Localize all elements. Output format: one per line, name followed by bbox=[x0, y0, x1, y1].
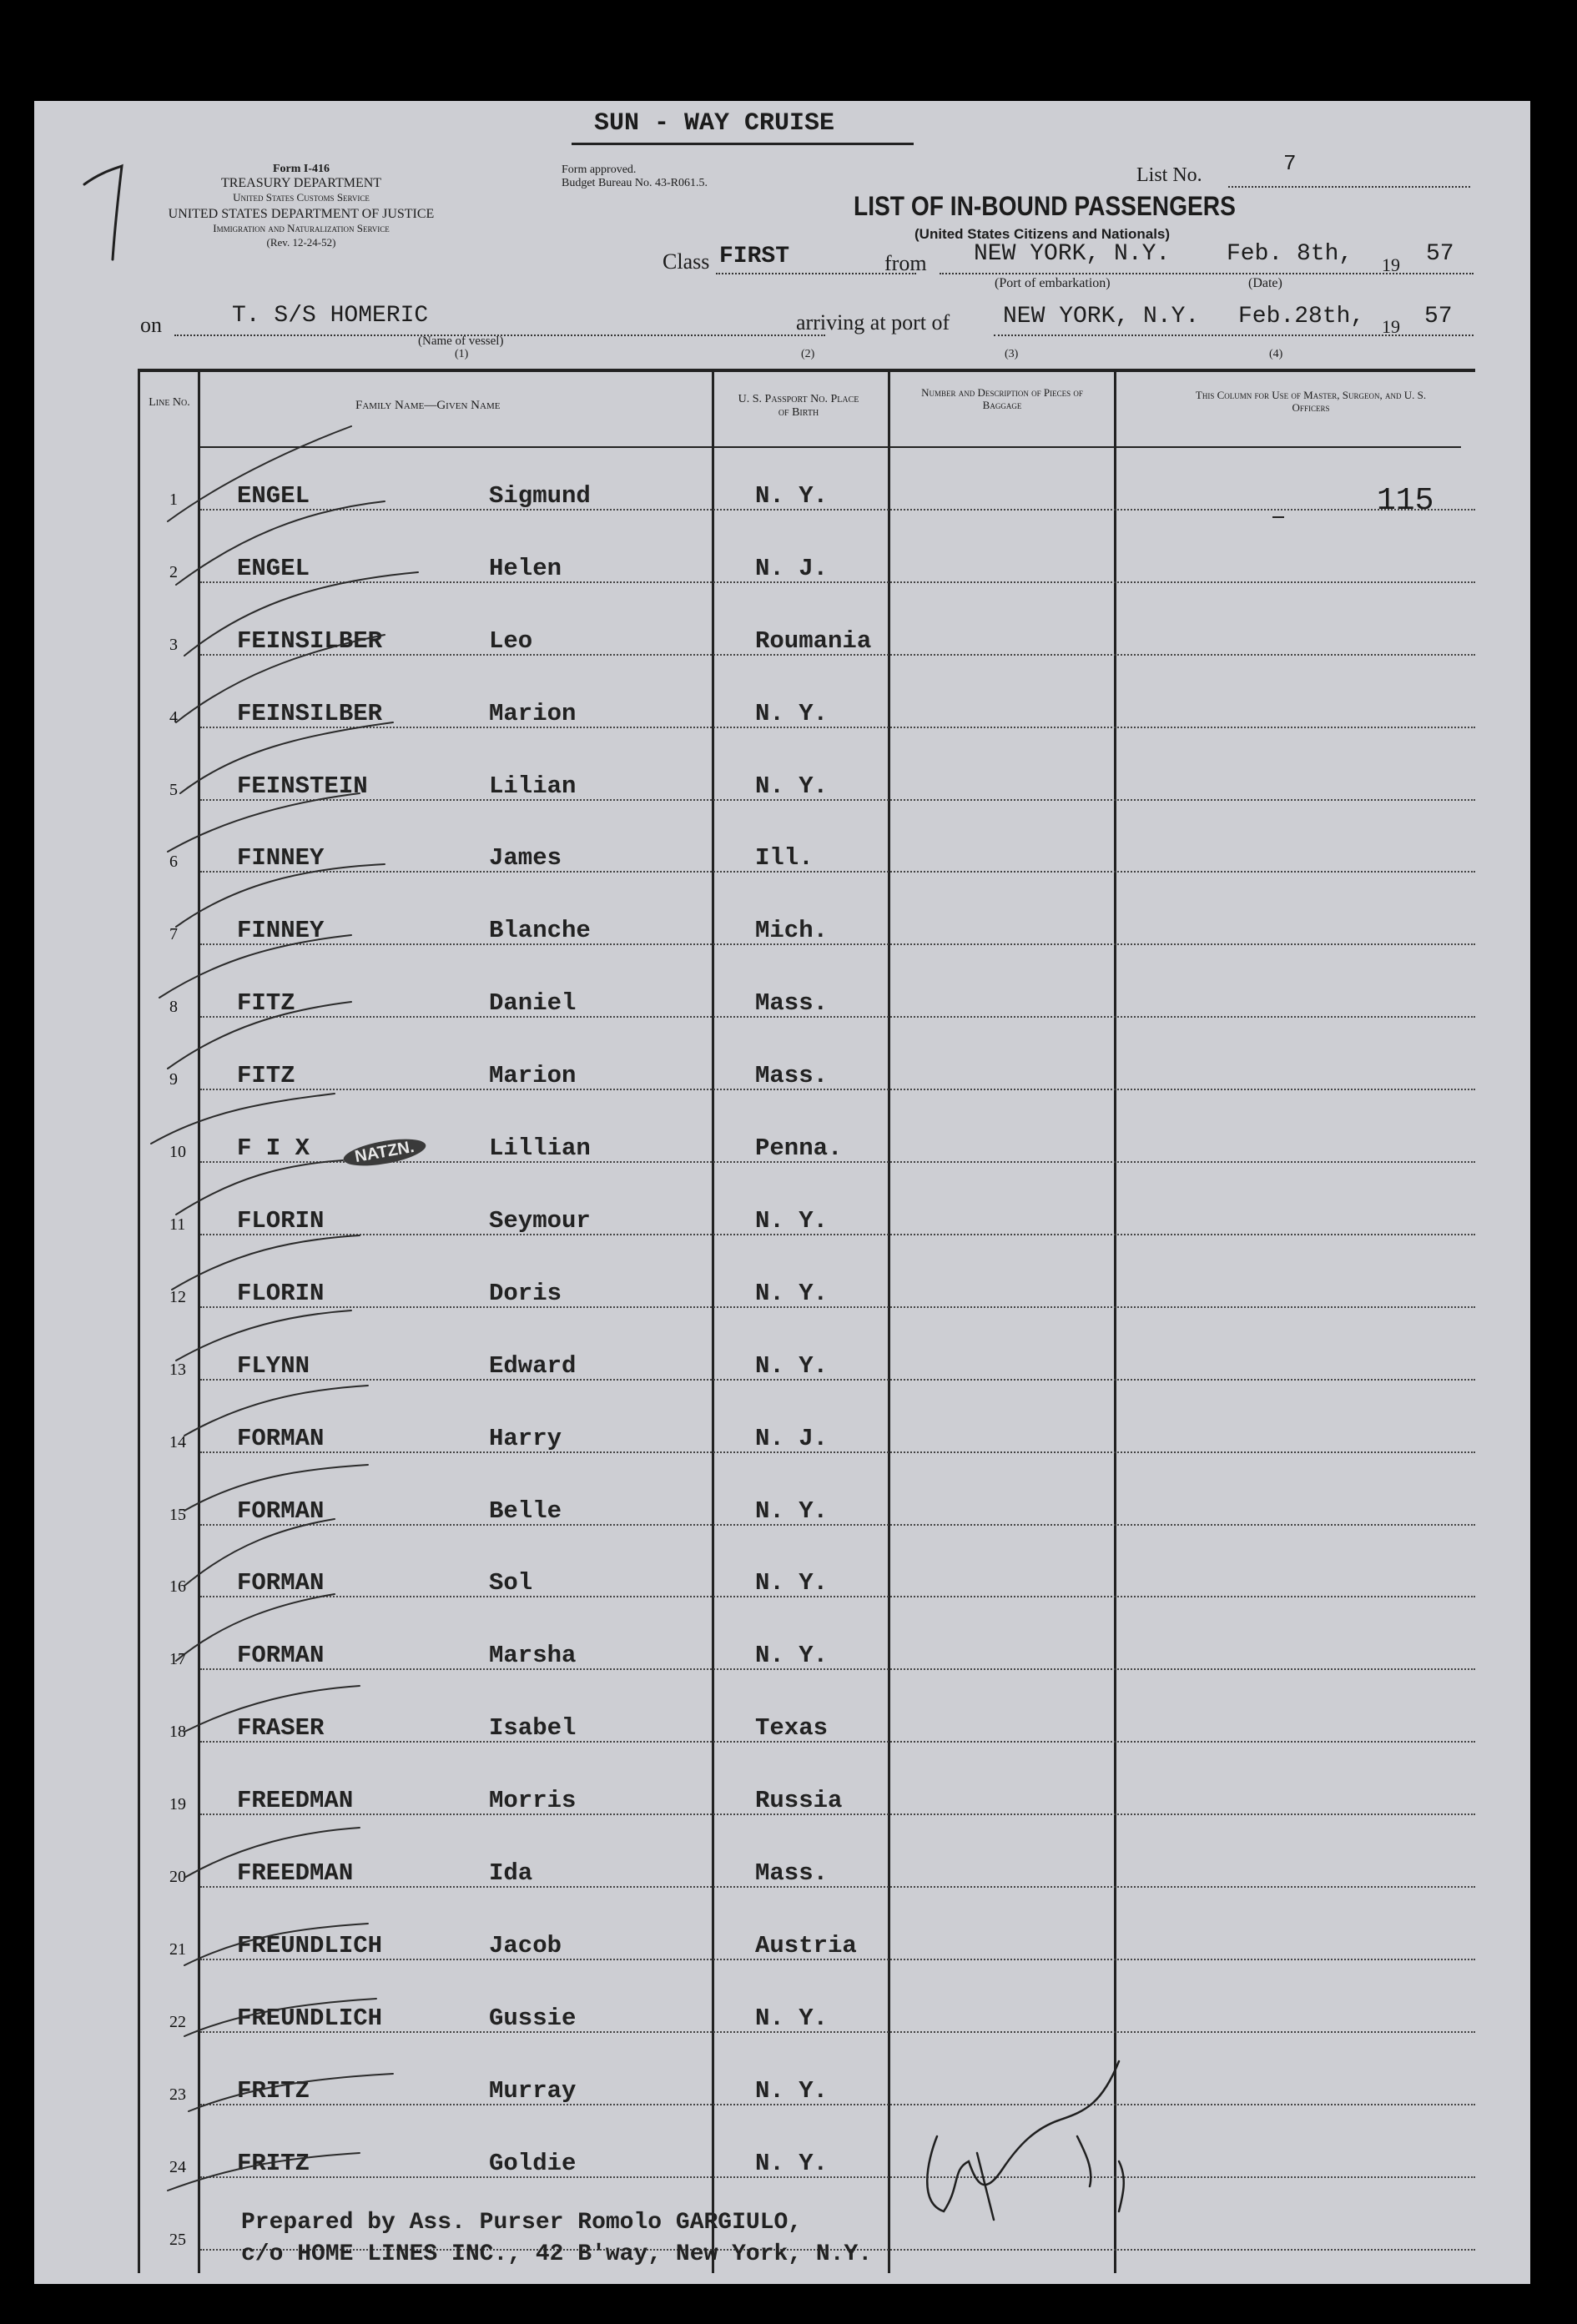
check-mark bbox=[168, 2153, 360, 2191]
margin-mark bbox=[84, 166, 122, 259]
footer-prepared-by: Prepared by Ass. Purser Romolo GARGIULO, bbox=[241, 2210, 803, 2236]
header-passport-text: U. S. Passport No. Place of Birth bbox=[738, 393, 859, 419]
row-line-number: 13 bbox=[169, 1360, 186, 1379]
officer-signature bbox=[927, 2061, 1124, 2220]
family-name: FREUNDLICH bbox=[237, 1931, 383, 1959]
family-name: ENGEL bbox=[237, 481, 310, 510]
row-line-number: 20 bbox=[169, 1868, 186, 1886]
given-name: Isabel bbox=[489, 1714, 577, 1743]
row-line-number: 9 bbox=[169, 1070, 178, 1089]
ins-service: Immigration and Naturalization Service bbox=[213, 222, 390, 234]
check-mark bbox=[168, 1002, 351, 1069]
row-line-number: 5 bbox=[169, 780, 178, 799]
row-line-number: 25 bbox=[169, 2230, 186, 2249]
place-of-birth: N. Y. bbox=[755, 2004, 829, 2032]
check-mark bbox=[176, 864, 385, 927]
place-of-birth: N. Y. bbox=[755, 1497, 829, 1525]
family-name: FITZ bbox=[237, 1062, 295, 1090]
check-mark bbox=[184, 1465, 368, 1511]
stamp-text: NATZN. bbox=[353, 1137, 416, 1167]
place-of-birth: N. Y. bbox=[755, 1279, 829, 1307]
treasury-dept: TREASURY DEPARTMENT bbox=[220, 176, 382, 190]
family-name: FORMAN bbox=[237, 1642, 325, 1670]
on-label: on bbox=[140, 313, 162, 337]
given-name: Doris bbox=[489, 1279, 562, 1307]
place-of-birth: Mich. bbox=[755, 917, 829, 945]
check-marks bbox=[151, 426, 418, 2191]
form-number: Form I-416 bbox=[272, 163, 330, 175]
header-name: Family Name—Given Name bbox=[355, 399, 501, 412]
form-approved: Form approved. bbox=[562, 163, 637, 176]
caption-num-4: (4) bbox=[1269, 348, 1283, 360]
given-name: Marion bbox=[489, 699, 577, 727]
place-of-birth: Ill. bbox=[755, 844, 814, 873]
check-mark bbox=[184, 572, 418, 656]
check-mark bbox=[168, 426, 351, 521]
check-mark bbox=[176, 1594, 335, 1661]
footer-address: c/o HOME LINES INC., 42 B'way, New York, N.Y. bbox=[241, 2241, 873, 2267]
place-of-birth: N. Y. bbox=[755, 1569, 829, 1597]
place-of-birth: Austria bbox=[755, 1931, 857, 1959]
list-no-label: List No. bbox=[1136, 164, 1202, 186]
row-line-number: 19 bbox=[169, 1795, 186, 1814]
given-name: Gussie bbox=[489, 2004, 577, 2032]
date-caption: (Date) bbox=[1248, 276, 1282, 290]
given-name: Helen bbox=[489, 554, 562, 582]
handwriting-overlay bbox=[34, 101, 1530, 2284]
row-line-number: 12 bbox=[169, 1287, 186, 1306]
given-name: Seymour bbox=[489, 1206, 591, 1235]
family-name: FRASER bbox=[237, 1714, 325, 1743]
family-name: FRITZ bbox=[237, 2076, 310, 2105]
family-name: FEINSILBER bbox=[237, 699, 383, 727]
place-of-birth: N. Y. bbox=[755, 1206, 829, 1235]
from-value: NEW YORK, N.Y. bbox=[974, 241, 1171, 267]
arrival-century: 19 bbox=[1382, 316, 1400, 337]
check-mark bbox=[184, 1924, 368, 1965]
row-line-number: 1 bbox=[169, 490, 178, 509]
class-label: Class bbox=[663, 249, 710, 274]
check-mark bbox=[184, 1519, 335, 1586]
given-name: Morris bbox=[489, 1787, 577, 1815]
given-name: Goldie bbox=[489, 2149, 577, 2177]
place-of-birth: Mass. bbox=[755, 1859, 829, 1887]
check-mark bbox=[168, 793, 360, 852]
vessel-name: T. S/S HOMERIC bbox=[232, 303, 429, 329]
vessel-caption: (Name of vessel) bbox=[418, 335, 504, 348]
check-mark bbox=[184, 1828, 360, 1878]
check-mark bbox=[189, 2074, 393, 2111]
place-of-birth: Penna. bbox=[755, 1134, 843, 1162]
main-subtitle: (United States Citizens and Nationals) bbox=[914, 226, 1171, 242]
arrival-port: NEW YORK, N.Y. bbox=[1003, 304, 1200, 329]
revision: (Rev. 12-24-52) bbox=[266, 236, 336, 249]
cruise-title: SUN - WAY CRUISE bbox=[594, 109, 835, 138]
family-name: FEINSTEIN bbox=[237, 772, 368, 800]
check-mark bbox=[176, 635, 385, 722]
arrival-year: 57 bbox=[1424, 304, 1453, 329]
caption-num-2: (2) bbox=[801, 348, 815, 360]
header-officers-text: This Column for Use of Master, Surgeon, and U. S. Officers bbox=[1195, 389, 1427, 414]
place-of-birth: Texas bbox=[755, 1714, 829, 1743]
place-of-birth: Russia bbox=[755, 1787, 843, 1815]
given-name: James bbox=[489, 844, 562, 873]
family-name: FREEDMAN bbox=[237, 1859, 354, 1887]
row-line-number: 3 bbox=[169, 635, 178, 654]
family-name: ENGEL bbox=[237, 554, 310, 582]
check-mark bbox=[151, 1094, 335, 1144]
manifest-page bbox=[34, 101, 1530, 2284]
family-name: FLORIN bbox=[237, 1279, 325, 1307]
depart-date: Feb. 8th, bbox=[1227, 241, 1353, 267]
given-name: Harry bbox=[489, 1424, 562, 1452]
check-mark bbox=[176, 1310, 351, 1361]
check-mark bbox=[184, 1386, 368, 1436]
place-of-birth: N. Y. bbox=[755, 2149, 829, 2177]
given-name: Ida bbox=[489, 1859, 533, 1887]
row-line-number: 22 bbox=[169, 2012, 186, 2031]
check-mark bbox=[172, 1235, 360, 1290]
row-line-number: 24 bbox=[169, 2157, 186, 2176]
place-of-birth: Mass. bbox=[755, 989, 829, 1018]
family-name: FLYNN bbox=[237, 1351, 310, 1380]
row-line-number: 14 bbox=[169, 1432, 186, 1451]
depart-year: 57 bbox=[1426, 241, 1454, 267]
list-no-value: 7 bbox=[1283, 151, 1297, 176]
row-line-number: 10 bbox=[169, 1143, 186, 1161]
row-line-number: 17 bbox=[169, 1650, 186, 1669]
given-name: Sol bbox=[489, 1569, 533, 1597]
arrival-date: Feb.28th, bbox=[1238, 304, 1365, 329]
check-mark bbox=[159, 935, 351, 998]
family-name: FREUNDLICH bbox=[237, 2004, 383, 2032]
place-of-birth: N. J. bbox=[755, 554, 829, 582]
budget-bureau: Budget Bureau No. 43-R061.5. bbox=[562, 177, 708, 189]
place-of-birth: N. Y. bbox=[755, 772, 829, 800]
family-name: FINNEY bbox=[237, 917, 325, 945]
depart-century: 19 bbox=[1382, 254, 1400, 275]
check-mark bbox=[176, 1160, 343, 1215]
row-line-number: 2 bbox=[169, 562, 178, 581]
family-name: FREEDMAN bbox=[237, 1787, 354, 1815]
given-name: Marsha bbox=[489, 1642, 577, 1670]
family-name: FORMAN bbox=[237, 1497, 325, 1525]
given-name: Sigmund bbox=[489, 481, 591, 510]
row-line-number: 6 bbox=[169, 853, 178, 872]
check-mark bbox=[176, 501, 385, 585]
given-name: Blanche bbox=[489, 917, 591, 945]
family-name: FITZ bbox=[237, 989, 295, 1018]
caption-num-3: (3) bbox=[1005, 348, 1019, 360]
vessel-caption-num: (1) bbox=[455, 348, 469, 360]
check-mark bbox=[184, 1999, 376, 2036]
given-name: Marion bbox=[489, 1062, 577, 1090]
place-of-birth: Mass. bbox=[755, 1062, 829, 1090]
given-name: Lillian bbox=[489, 1134, 591, 1162]
header-line-no-text: Line No. bbox=[149, 396, 190, 409]
row-line-number: 11 bbox=[169, 1215, 186, 1234]
place-of-birth: N. J. bbox=[755, 1424, 829, 1452]
place-of-birth: N. Y. bbox=[755, 2076, 829, 2105]
row-line-number: 7 bbox=[169, 925, 178, 944]
place-of-birth: Roumania bbox=[755, 626, 872, 655]
justice-dept: UNITED STATES DEPARTMENT OF JUSTICE bbox=[168, 207, 435, 221]
row-line-number: 15 bbox=[169, 1505, 186, 1524]
row-line-number: 23 bbox=[169, 2085, 186, 2104]
from-label: from bbox=[884, 251, 927, 275]
class-value: FIRST bbox=[719, 244, 790, 269]
family-name: FORMAN bbox=[237, 1424, 325, 1452]
place-of-birth: N. Y. bbox=[755, 699, 829, 727]
place-of-birth: N. Y. bbox=[755, 1642, 829, 1670]
given-name: Jacob bbox=[489, 1931, 562, 1959]
customs-service: United States Customs Service bbox=[233, 191, 370, 204]
family-name: FRITZ bbox=[237, 2149, 310, 2177]
family-name: FEINSILBER bbox=[237, 626, 383, 655]
given-name: Daniel bbox=[489, 989, 577, 1018]
given-name: Belle bbox=[489, 1497, 562, 1525]
row-line-number: 4 bbox=[169, 707, 178, 727]
given-name: Leo bbox=[489, 626, 533, 655]
row-line-number: 18 bbox=[169, 1723, 186, 1742]
main-title: LIST OF IN-BOUND PASSENGERS bbox=[854, 191, 1236, 221]
given-name: Edward bbox=[489, 1351, 577, 1380]
page-number: 115 bbox=[1377, 483, 1434, 519]
row-line-number: 16 bbox=[169, 1577, 186, 1597]
row-line-number: 8 bbox=[169, 998, 178, 1017]
header-baggage-text: Number and Description of Pieces of Baggage bbox=[921, 386, 1083, 411]
family-name: FLORIN bbox=[237, 1206, 325, 1235]
row-line-number: 21 bbox=[169, 1939, 186, 1959]
place-of-birth: N. Y. bbox=[755, 481, 829, 510]
arriving-label: arriving at port of bbox=[796, 310, 950, 335]
place-of-birth: N. Y. bbox=[755, 1351, 829, 1380]
family-name: FORMAN bbox=[237, 1569, 325, 1597]
port-embark-caption: (Port of embarkation) bbox=[995, 276, 1111, 290]
family-name: F I X bbox=[237, 1134, 310, 1162]
check-mark bbox=[180, 722, 393, 793]
given-name: Lilian bbox=[489, 772, 577, 800]
given-name: Murray bbox=[489, 2076, 577, 2105]
check-mark bbox=[184, 1686, 360, 1732]
family-name: FINNEY bbox=[237, 844, 325, 873]
